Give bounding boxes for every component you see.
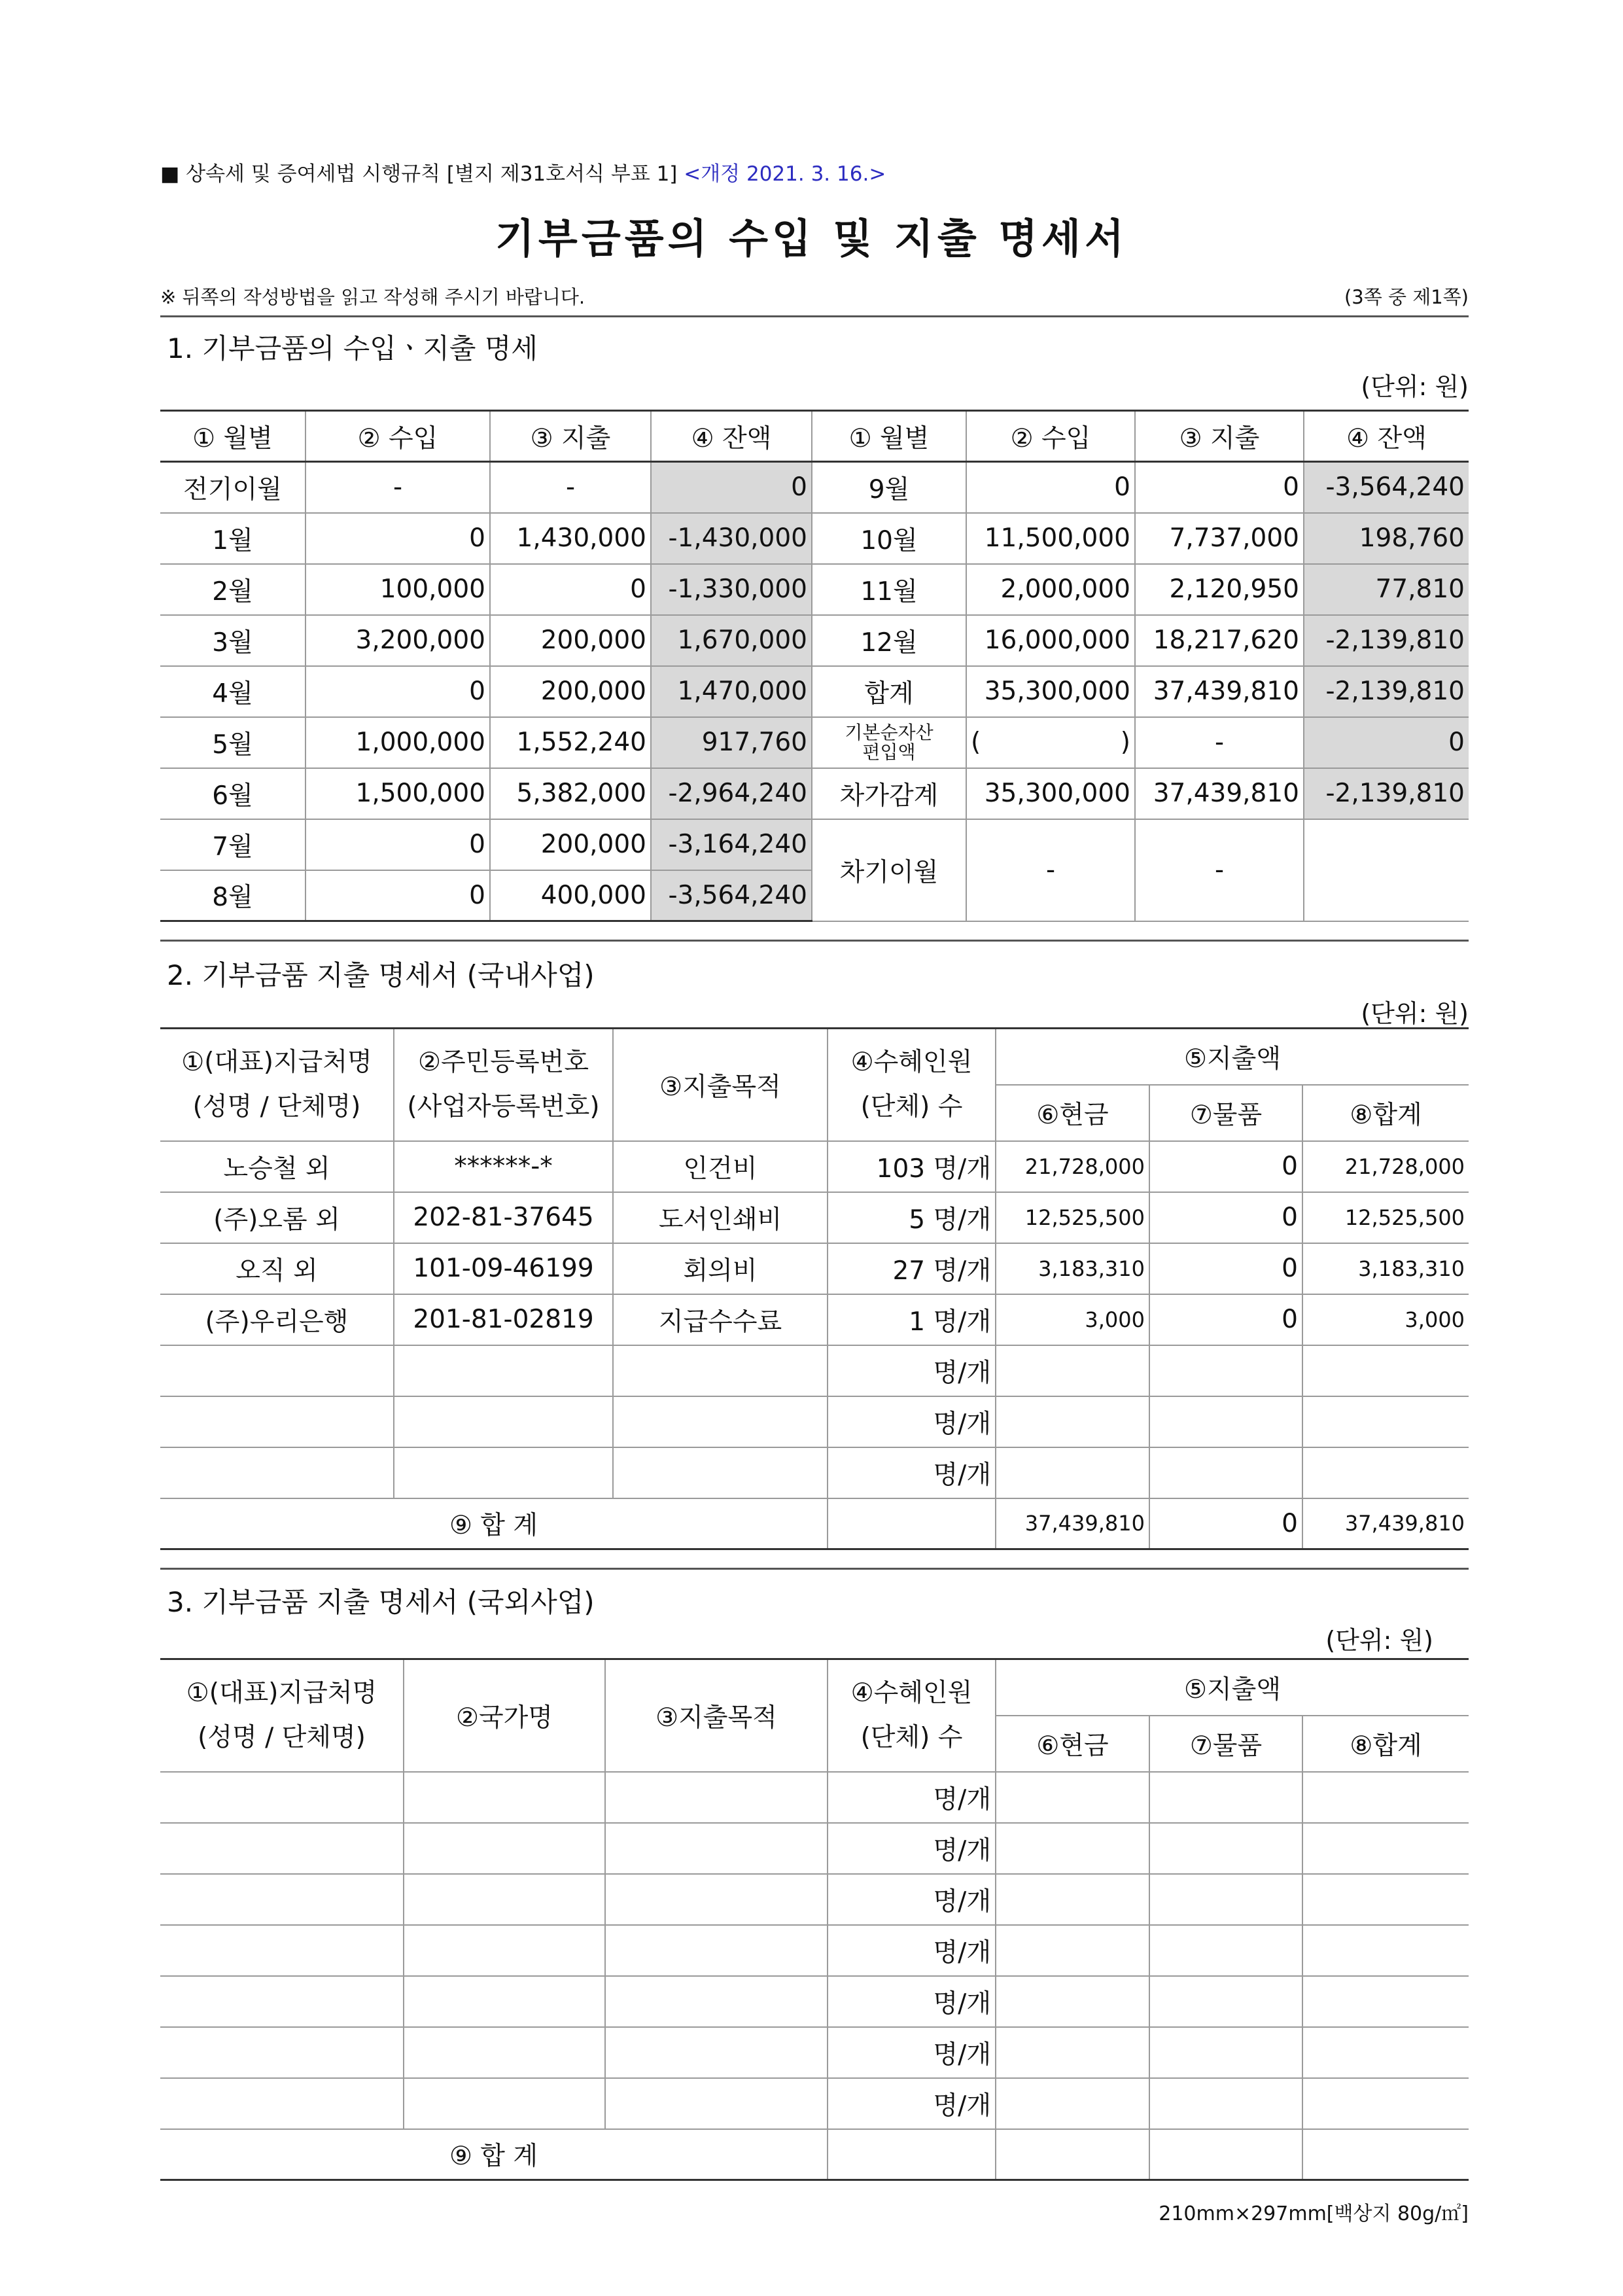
header-amount: ⑤지출액 — [996, 1029, 1469, 1085]
total-amount: 12,525,500 — [1302, 1192, 1469, 1243]
col-header: ② 수입 — [966, 411, 1135, 462]
total-amount: 21,728,000 — [1302, 1141, 1469, 1192]
balance-value: 77,810 — [1304, 564, 1469, 615]
carry-forward-balance — [1304, 819, 1469, 921]
header-purpose: ③지출목적 — [605, 1659, 828, 1772]
section2-unit: (단위: 원) — [1361, 999, 1469, 1028]
income-value: 35,300,000 — [966, 666, 1135, 717]
balance-value: -3,564,240 — [1304, 462, 1469, 513]
net-asset-expense: - — [1135, 717, 1304, 768]
carry-forward-income: - — [966, 819, 1135, 921]
income-value: 2,000,000 — [966, 564, 1135, 615]
total-amount — [1302, 1447, 1469, 1498]
payee-name — [160, 1345, 394, 1396]
payee-name — [160, 1447, 394, 1498]
expense-purpose: 도서인쇄비 — [613, 1192, 828, 1243]
balance-value: 198,760 — [1304, 513, 1469, 564]
grand-total-cash — [996, 2129, 1149, 2180]
header-amount: ⑤지출액 — [996, 1659, 1469, 1716]
total-amount — [1302, 1874, 1469, 1925]
grand-total-goods: 0 — [1149, 1498, 1302, 1549]
document-title: 기부금품의 수입 및 지출 명세서 — [495, 215, 1128, 262]
grand-total-label: ⑨ 합 계 — [160, 1498, 828, 1549]
beneficiary-count: 명/개 — [828, 1772, 996, 1823]
balance-value: 1,670,000 — [651, 615, 812, 666]
expense-value: 2,120,950 — [1135, 564, 1304, 615]
income-value: 0 — [305, 819, 490, 870]
payee-name — [160, 1976, 404, 2027]
country-name — [404, 2078, 605, 2129]
cash-amount — [996, 2027, 1149, 2078]
grand-total-cash: 37,439,810 — [996, 1498, 1149, 1549]
col-header: ② 수입 — [305, 411, 490, 462]
month-label: 합계 — [812, 666, 966, 717]
page-info: (3쪽 중 제1쪽) — [1344, 286, 1469, 308]
carry-forward-label: 차기이월 — [812, 819, 966, 921]
section2-title: 2. 기부금품 지출 명세서 (국내사업) — [167, 959, 595, 991]
header-goods: ⑦물품 — [1149, 1716, 1302, 1772]
goods-amount — [1149, 1447, 1302, 1498]
beneficiary-count: 27 명/개 — [828, 1243, 996, 1294]
registration-number: 202-81-37645 — [394, 1192, 613, 1243]
cash-amount: 3,183,310 — [996, 1243, 1149, 1294]
goods-amount — [1149, 1976, 1302, 2027]
net-asset-income — [966, 717, 1135, 768]
expense-value: 37,439,810 — [1135, 768, 1304, 819]
registration-number — [394, 1396, 613, 1447]
goods-amount — [1149, 2027, 1302, 2078]
month-label: 6월 — [160, 768, 305, 819]
goods-amount — [1149, 1396, 1302, 1447]
cash-amount — [996, 2078, 1149, 2129]
col-header: ④ 잔액 — [651, 411, 812, 462]
payee-name: (주)오롬 외 — [160, 1192, 394, 1243]
expense-purpose — [605, 1925, 828, 1976]
total-amount — [1302, 1823, 1469, 1874]
section1-title: 1. 기부금품의 수입ㆍ지출 명세 — [167, 332, 538, 364]
net-asset-balance: 0 — [1304, 717, 1469, 768]
payee-name: 오직 외 — [160, 1243, 394, 1294]
month-label: 3월 — [160, 615, 305, 666]
income-value: 0 — [305, 666, 490, 717]
goods-amount: 0 — [1149, 1141, 1302, 1192]
income-value: 3,200,000 — [305, 615, 490, 666]
expense-purpose — [605, 1976, 828, 2027]
divider — [160, 940, 1469, 942]
grand-total-amount: 37,439,810 — [1302, 1498, 1469, 1549]
header-country: ②국가명 — [404, 1659, 605, 1772]
header-cash: ⑥현금 — [996, 1716, 1149, 1772]
overseas-expense-table — [160, 1658, 1469, 2181]
expense-purpose — [605, 2027, 828, 2078]
expense-value: 0 — [1135, 462, 1304, 513]
month-label: 1월 — [160, 513, 305, 564]
expense-value: 7,737,000 — [1135, 513, 1304, 564]
beneficiary-count: 명/개 — [828, 1874, 996, 1925]
month-label: 7월 — [160, 819, 305, 870]
beneficiary-count: 명/개 — [828, 1396, 996, 1447]
header-reg-no: ②주민등록번호 (사업자등록번호) — [394, 1029, 613, 1141]
payee-name: (주)우리은행 — [160, 1294, 394, 1345]
income-value: 0 — [305, 513, 490, 564]
section1-unit: (단위: 원) — [1361, 372, 1469, 401]
month-label: 차가감계 — [812, 768, 966, 819]
total-amount — [1302, 1976, 1469, 2027]
header-goods: ⑦물품 — [1149, 1085, 1302, 1141]
income-value: 1,000,000 — [305, 717, 490, 768]
cash-amount: 21,728,000 — [996, 1141, 1149, 1192]
header-total: ⑧합계 — [1302, 1085, 1469, 1141]
registration-number — [394, 1447, 613, 1498]
goods-amount — [1149, 1925, 1302, 1976]
country-name — [404, 1772, 605, 1823]
expense-purpose — [613, 1447, 828, 1498]
total-amount — [1302, 1396, 1469, 1447]
paren-close: ) — [1120, 728, 1130, 757]
beneficiary-count: 명/개 — [828, 2078, 996, 2129]
divider — [160, 1568, 1469, 1570]
header-total: ⑧합계 — [1302, 1716, 1469, 1772]
expense-value: 400,000 — [490, 870, 651, 921]
expense-purpose — [605, 1823, 828, 1874]
col-header: ③ 지출 — [490, 411, 651, 462]
income-expense-table — [160, 410, 1469, 922]
payee-name — [160, 1874, 404, 1925]
month-label: 2월 — [160, 564, 305, 615]
expense-value: 18,217,620 — [1135, 615, 1304, 666]
cash-amount — [996, 1823, 1149, 1874]
expense-purpose: 회의비 — [613, 1243, 828, 1294]
beneficiary-count: 명/개 — [828, 2027, 996, 2078]
month-label: 전기이월 — [160, 462, 305, 513]
divider — [160, 315, 1469, 317]
month-label: 5월 — [160, 717, 305, 768]
goods-amount — [1149, 2078, 1302, 2129]
payee-name — [160, 1396, 394, 1447]
income-value: 100,000 — [305, 564, 490, 615]
balance-value: -2,139,810 — [1304, 666, 1469, 717]
goods-amount: 0 — [1149, 1294, 1302, 1345]
header-payee: ①(대표)지급처명 (성명 / 단체명) — [160, 1029, 394, 1141]
payee-name — [160, 1823, 404, 1874]
grand-total-count — [828, 1498, 996, 1549]
balance-value: 0 — [651, 462, 812, 513]
total-amount: 3,183,310 — [1302, 1243, 1469, 1294]
cash-amount — [996, 1772, 1149, 1823]
balance-value: -3,164,240 — [651, 819, 812, 870]
month-label: 11월 — [812, 564, 966, 615]
beneficiary-count: 명/개 — [828, 1976, 996, 2027]
cash-amount — [996, 1925, 1149, 1976]
balance-value: -2,139,810 — [1304, 615, 1469, 666]
registration-number: ******-* — [394, 1141, 613, 1192]
form-reference: ■ 상속세 및 증여세법 시행규칙 [별지 제31호서식 부표 1] <개정 2021. 3. 16.> — [160, 162, 886, 186]
expense-value: 37,439,810 — [1135, 666, 1304, 717]
total-amount — [1302, 1925, 1469, 1976]
payee-name — [160, 1772, 404, 1823]
balance-value: 1,470,000 — [651, 666, 812, 717]
col-header: ③ 지출 — [1135, 411, 1304, 462]
goods-amount — [1149, 1823, 1302, 1874]
grand-total-amount — [1302, 2129, 1469, 2180]
beneficiary-count: 5 명/개 — [828, 1192, 996, 1243]
payee-name — [160, 2078, 404, 2129]
country-name — [404, 1874, 605, 1925]
month-label: 10월 — [812, 513, 966, 564]
goods-amount: 0 — [1149, 1192, 1302, 1243]
cash-amount: 12,525,500 — [996, 1192, 1149, 1243]
expense-purpose — [605, 1874, 828, 1925]
col-header: ① 월별 — [160, 411, 305, 462]
header-cash: ⑥현금 — [996, 1085, 1149, 1141]
header-beneficiaries: ④수혜인원 (단체) 수 — [828, 1029, 996, 1141]
instruction-note: ※ 뒤쪽의 작성방법을 읽고 작성해 주시기 바랍니다. — [160, 286, 585, 308]
balance-value: 917,760 — [651, 717, 812, 768]
expense-value: 5,382,000 — [490, 768, 651, 819]
payee-name — [160, 2027, 404, 2078]
registration-number — [394, 1345, 613, 1396]
total-amount: 3,000 — [1302, 1294, 1469, 1345]
col-header: ④ 잔액 — [1304, 411, 1469, 462]
expense-value: 200,000 — [490, 666, 651, 717]
balance-value: -1,330,000 — [651, 564, 812, 615]
balance-value: -2,964,240 — [651, 768, 812, 819]
cash-amount — [996, 1976, 1149, 2027]
goods-amount: 0 — [1149, 1243, 1302, 1294]
expense-value: 200,000 — [490, 615, 651, 666]
revision-date: <개정 2021. 3. 16.> — [684, 162, 886, 186]
total-amount — [1302, 1345, 1469, 1396]
expense-purpose: 지급수수료 — [613, 1294, 828, 1345]
total-amount — [1302, 2027, 1469, 2078]
income-value: 35,300,000 — [966, 768, 1135, 819]
balance-value: -3,564,240 — [651, 870, 812, 921]
beneficiary-count: 103 명/개 — [828, 1141, 996, 1192]
month-label: 12월 — [812, 615, 966, 666]
domestic-expense-table — [160, 1027, 1469, 1550]
section3-title: 3. 기부금품 지출 명세서 (국외사업) — [167, 1586, 595, 1618]
header-payee: ①(대표)지급처명 (성명 / 단체명) — [160, 1659, 404, 1772]
net-asset-label — [812, 717, 966, 768]
income-value: 0 — [966, 462, 1135, 513]
cash-amount — [996, 1447, 1149, 1498]
beneficiary-count: 명/개 — [828, 1447, 996, 1498]
carry-forward-expense: - — [1135, 819, 1304, 921]
cash-amount: 3,000 — [996, 1294, 1149, 1345]
net-asset-label-line: 기본순자산 편입액 — [845, 721, 934, 763]
total-amount — [1302, 1772, 1469, 1823]
month-label: 8월 — [160, 870, 305, 921]
balance-value: -2,139,810 — [1304, 768, 1469, 819]
grand-total-goods — [1149, 2129, 1302, 2180]
expense-purpose — [605, 2078, 828, 2129]
beneficiary-count: 명/개 — [828, 1823, 996, 1874]
cash-amount — [996, 1874, 1149, 1925]
expense-purpose — [605, 1772, 828, 1823]
expense-purpose: 인건비 — [613, 1141, 828, 1192]
expense-value: 1,552,240 — [490, 717, 651, 768]
grand-total-label: ⑨ 합 계 — [160, 2129, 828, 2180]
cash-amount — [996, 1396, 1149, 1447]
registration-number: 101-09-46199 — [394, 1243, 613, 1294]
month-label: 4월 — [160, 666, 305, 717]
country-name — [404, 1976, 605, 2027]
income-value: 11,500,000 — [966, 513, 1135, 564]
total-amount — [1302, 2078, 1469, 2129]
beneficiary-count: 1 명/개 — [828, 1294, 996, 1345]
beneficiary-count: 명/개 — [828, 1345, 996, 1396]
goods-amount — [1149, 1345, 1302, 1396]
expense-value: - — [490, 462, 651, 513]
goods-amount — [1149, 1772, 1302, 1823]
header-purpose: ③지출목적 — [613, 1029, 828, 1141]
expense-purpose — [613, 1345, 828, 1396]
grand-total-count — [828, 2129, 996, 2180]
country-name — [404, 1823, 605, 1874]
section3-unit: (단위: 원) — [1325, 1626, 1433, 1655]
registration-number: 201-81-02819 — [394, 1294, 613, 1345]
goods-amount — [1149, 1874, 1302, 1925]
country-name — [404, 2027, 605, 2078]
payee-name: 노승철 외 — [160, 1141, 394, 1192]
cash-amount — [996, 1345, 1149, 1396]
expense-purpose — [613, 1396, 828, 1447]
payee-name — [160, 1925, 404, 1976]
balance-value: -1,430,000 — [651, 513, 812, 564]
expense-value: 0 — [490, 564, 651, 615]
header-beneficiaries: ④수혜인원 (단체) 수 — [828, 1659, 996, 1772]
income-value: 16,000,000 — [966, 615, 1135, 666]
paper-spec: 210mm×297mm[백상지 80g/㎡] — [1159, 2202, 1469, 2225]
month-label: 9월 — [812, 462, 966, 513]
expense-value: 200,000 — [490, 819, 651, 870]
beneficiary-count: 명/개 — [828, 1925, 996, 1976]
income-value: 1,500,000 — [305, 768, 490, 819]
expense-value: 1,430,000 — [490, 513, 651, 564]
col-header: ① 월별 — [812, 411, 966, 462]
country-name — [404, 1925, 605, 1976]
income-value: - — [305, 462, 490, 513]
paren-open: ( — [971, 728, 981, 757]
income-value: 0 — [305, 870, 490, 921]
